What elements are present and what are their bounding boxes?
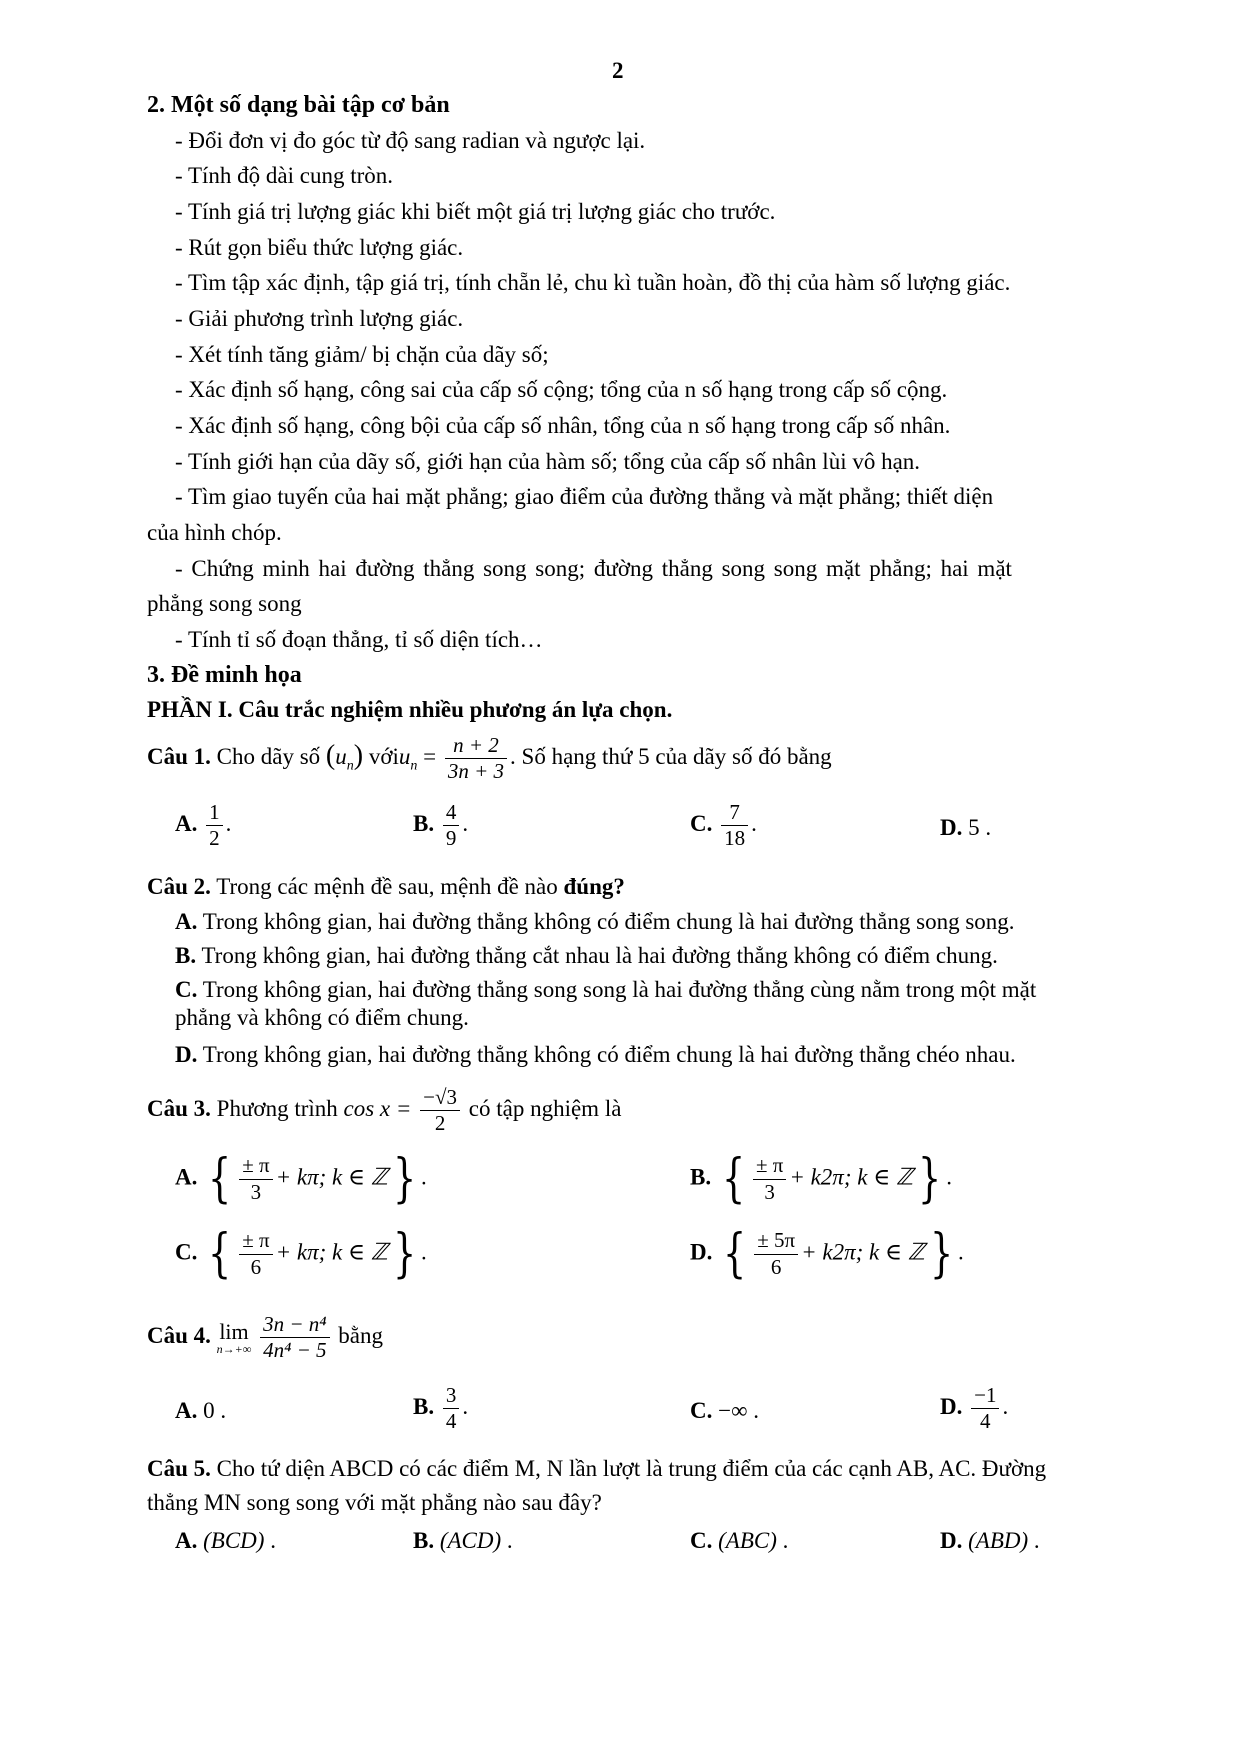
- list-item: - Đổi đơn vị đo góc từ độ sang radian và ngược lại.: [175, 128, 646, 153]
- option-c[interactable]: C. { $\frac{\pm \pi}{6}$ + kπ; k ∈ ℤ} .: [175, 1224, 427, 1284]
- option-d[interactable]: D. Trong không gian, hai đường thẳng không có điểm chung là hai đường thẳng chéo nhau.: [175, 1042, 1016, 1067]
- equation-rhs: $\frac{-√3}{2}$: [420, 1085, 460, 1136]
- limit-operator: lim n→+∞: [216, 1318, 252, 1356]
- section-2-heading: 2. Một số dạng bài tập cơ bản: [147, 92, 450, 118]
- question-label: Câu 5.: [147, 1456, 211, 1481]
- limit-expression: $\frac{\text{3n − n⁴}}{\text{4n⁴ − 5}}$: [260, 1312, 329, 1363]
- option-a[interactable]: A. { $\frac{\pm \pi}{3}$ + kπ; k ∈ ℤ} .: [175, 1149, 427, 1209]
- question-3: [147, 1085, 621, 1136]
- question-emphasis: đúng?: [563, 874, 625, 899]
- question-label: Câu 3.: [147, 1095, 211, 1121]
- option-d[interactable]: D. { $\frac{\pm 5\pi}{6}$ + k2π; k ∈ ℤ} .: [690, 1224, 964, 1284]
- question-text: Trong các mệnh đề sau, mệnh đề nào: [216, 874, 558, 899]
- option-d[interactable]: D. 5 .: [940, 815, 992, 840]
- option-b[interactable]: B. $\frac{4}{9}$ .: [413, 800, 469, 851]
- question-label: Câu 1.: [147, 743, 211, 769]
- question-label: Câu 2.: [147, 874, 211, 899]
- question-text-continuation: thẳng MN song song với mặt phẳng nào sau đây?: [147, 1490, 602, 1515]
- question-1: Câu 1. Cho dãy số $(u_n)$ vớiu$_n$ = $\frac{n + 2}{3n + 3}$ . Số hạng thứ 5 của dãy số đó bằng: [147, 733, 832, 784]
- equation-lhs: cos x =: [343, 1095, 412, 1121]
- question-text: có tập nghiệm là: [468, 1095, 622, 1121]
- option-c[interactable]: C. $\frac{7}{18}$ .: [690, 800, 757, 851]
- question-text: với: [368, 743, 399, 769]
- question-label: Câu 4.: [147, 1322, 211, 1348]
- question-text: . Số hạng thứ 5 của dãy số đó bằng: [510, 743, 832, 769]
- question-5: [147, 1456, 1046, 1482]
- option-c[interactable]: C. (ABC) .: [690, 1528, 789, 1553]
- list-item: - Tính giới hạn của dãy số, giới hạn của hàm số; tổng của cấp số nhân lùi vô hạn.: [175, 449, 921, 474]
- option-b[interactable]: B. Trong không gian, hai đường thẳng cắt nhau là hai đường thẳng không có điểm chung.: [175, 943, 998, 968]
- option-b[interactable]: B. $\frac{3}{4}$ .: [413, 1383, 469, 1434]
- option-b[interactable]: B. { $\frac{\pm \pi}{3}$ + k2π; k ∈ ℤ} .: [690, 1149, 952, 1209]
- question-text: Phương trình: [216, 1095, 338, 1121]
- option-a[interactable]: A. (BCD) .: [175, 1528, 276, 1553]
- option-c[interactable]: C. Trong không gian, hai đường thẳng song song là hai đường thẳng cùng nằm trong một mặt: [175, 977, 1037, 1002]
- section-3-heading: 3. Đề minh họa: [147, 662, 302, 688]
- option-a[interactable]: A. Trong không gian, hai đường thẳng không có điểm chung là hai đường thẳng song song.: [175, 909, 1015, 934]
- page-number: 2: [612, 58, 624, 83]
- part-1-heading: PHẦN I. Câu trắc nghiệm nhiều phương án lựa chọn.: [147, 697, 673, 722]
- list-item: - Tính giá trị lượng giác khi biết một giá trị lượng giác cho trước.: [175, 199, 776, 224]
- list-item-continuation: của hình chóp.: [147, 520, 282, 545]
- question-2: [147, 874, 625, 900]
- question-text: Cho tứ diện ABCD có các điểm M, N lần lượt là trung điểm của các cạnh AB, AC. Đường: [216, 1456, 1047, 1481]
- list-item: - Giải phương trình lượng giác.: [175, 306, 464, 331]
- question-text: Cho dãy số: [216, 743, 321, 769]
- list-item: - Xác định số hạng, công sai của cấp số cộng; tổng của n số hạng trong cấp số cộng.: [175, 377, 948, 402]
- list-item: - Xác định số hạng, công bội của cấp số nhân, tổng của n số hạng trong cấp số nhân.: [175, 413, 951, 438]
- list-item: - Xét tính tăng giảm/ bị chặn của dãy số;: [175, 342, 549, 367]
- list-item: - Tìm giao tuyến của hai mặt phẳng; giao điểm của đường thẳng và mặt phẳng; thiết diện: [175, 484, 994, 509]
- sequence-symbol: u: [335, 743, 347, 769]
- sequence-index: n: [346, 758, 354, 774]
- option-c[interactable]: C. −∞ .: [690, 1398, 759, 1423]
- list-item: - Chứng minh hai đường thẳng song song; đường thẳng song song mặt phẳng; hai mặt: [175, 556, 1012, 581]
- option-d[interactable]: D. $\frac{-1}{4}$ .: [940, 1383, 1009, 1434]
- list-item: - Rút gọn biểu thức lượng giác.: [175, 235, 464, 260]
- option-c-continuation: phẳng và không có điểm chung.: [175, 1005, 469, 1030]
- question-text: bằng: [338, 1322, 384, 1348]
- option-a[interactable]: A. 0 .: [175, 1398, 227, 1423]
- option-a[interactable]: A. $\frac{1}{2}$ .: [175, 800, 232, 851]
- sequence-formula: $\frac{n + 2}{3n + 3}$: [445, 733, 507, 784]
- list-item: - Tính tỉ số đoạn thẳng, tỉ số diện tích…: [175, 627, 543, 652]
- option-d[interactable]: D. (ABD) .: [940, 1528, 1040, 1553]
- list-item: - Tính độ dài cung tròn.: [175, 163, 394, 188]
- question-4: [147, 1312, 383, 1363]
- option-b[interactable]: B. (ACD) .: [413, 1528, 513, 1553]
- list-item: - Tìm tập xác định, tập giá trị, tính chẵn lẻ, chu kì tuần hoàn, đồ thị của hàm số lượng giác.: [175, 270, 1011, 295]
- list-item-continuation: phẳng song song: [147, 591, 302, 616]
